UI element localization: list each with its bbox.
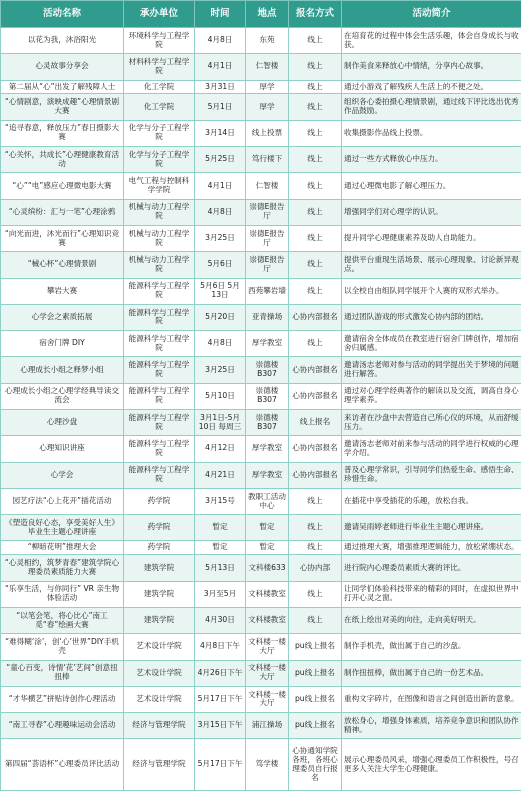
description-cell: 在纸上绘出对美的向往，走向美好明天。 [342,607,521,633]
table-row [1,660,521,686]
signup-method-cell: pu线上报名 [289,686,342,712]
activity-name-cell: “以笔会笔，将心比心”南工觅“春”绘画大赛 [1,607,124,633]
signup-method-cell: 线上 [289,488,342,514]
time-cell: 5月17日下午 [195,686,246,712]
location-cell: 笃行楼下 [246,147,289,173]
time-cell: 暂定 [195,541,246,555]
activity-name-cell: “心情剧意，演映成趣”心理情景剧大赛 [1,94,124,120]
time-cell: 5月20日 [195,304,246,330]
description-cell: 让同学们体验科技带来的精彩的同时，在虚拟世界中打开心灵之窗。 [342,581,521,607]
description-cell: 组织各心委拍摄心理情景剧，通过线下评比选出优秀作品鼓励。 [342,94,521,120]
time-cell: 5月17日下午 [195,739,246,791]
location-cell: 文科楼教室 [246,581,289,607]
activity-name-cell: 第二届从“心”出发了解残障人士 [1,80,124,94]
location-cell: 教职工活动中心 [246,488,289,514]
time-cell: 4月21日 [195,462,246,488]
activity-name-cell: “追寻春意，释放压力”春日摄影大赛 [1,120,124,146]
time-cell: 5月13日 [195,555,246,581]
activity-name-cell: 攀岩大赛 [1,278,124,304]
location-cell: 仁智楼 [246,173,289,199]
host-unit-cell: 能源科学与工程学院 [124,304,195,330]
host-unit-cell: 化工学院 [124,94,195,120]
location-cell: 崇德楼B307 [246,410,289,436]
signup-method-cell: 线上 [289,581,342,607]
signup-method-cell: pu线上报名 [289,713,342,739]
location-cell: 厚学教室 [246,436,289,462]
time-cell: 4月8日 [195,199,246,225]
description-cell: 在插花中享受插花的乐趣，放松自我。 [342,488,521,514]
host-unit-cell: 能源科学与工程学院 [124,436,195,462]
host-unit-cell: 材料科学与工程学院 [124,54,195,80]
time-cell: 5月25日 [195,147,246,173]
table-row [1,278,521,304]
table-row [1,607,521,633]
signup-method-cell: 线上 [289,541,342,555]
time-cell: 4月8日下午 [195,634,246,660]
table-row [1,581,521,607]
location-cell: 暂定 [246,541,289,555]
time-cell: 3月31日 [195,80,246,94]
signup-method-cell: 心协内部报名 [289,436,342,462]
description-cell: 通过一些方式释放心中压力。 [342,147,521,173]
time-cell: 3月25日 [195,225,246,251]
signup-method-cell: 线上 [289,515,342,541]
host-unit-cell: 机械与动力工程学院 [124,225,195,251]
host-unit-cell: 药学院 [124,488,195,514]
host-unit-cell: 能源科学与工程学院 [124,410,195,436]
activity-name-cell: “难得糊‘涂’，创‘心’世界”DIY手机壳 [1,634,124,660]
description-cell: 重构文字碎片，在图像和语言之间创造出新的意象。 [342,686,521,712]
description-cell: 邀请汤志老师对前来参与活动的同学进行权威的心理学介绍。 [342,436,521,462]
description-cell: 邀请汤志老师对参与活动的同学提出关于梦境的问题进行解答。 [342,357,521,383]
location-cell: 亚青操场 [246,304,289,330]
signup-method-cell: 线上 [289,80,342,94]
time-cell: 4月30日 [195,607,246,633]
host-unit-cell: 经济与管理学院 [124,739,195,791]
location-cell: 文科楼教室 [246,607,289,633]
description-cell: 展示心理委员风采，增强心理委员工作积极性，号召更多人关注大学生心理健康。 [342,739,521,791]
activity-name-cell: 园艺疗法“心上花开”插花活动 [1,488,124,514]
description-cell: 邀请吴雨婷老师进行毕业生主题心理讲座。 [342,515,521,541]
description-cell: 在培育花的过程中体会生活乐趣，体会自身成长与收获。 [342,28,521,54]
table-row [1,634,521,660]
host-unit-cell: 药学院 [124,515,195,541]
signup-method-cell: pu线上报名 [289,660,342,686]
host-unit-cell: 能源科学与工程学院 [124,331,195,357]
signup-method-cell: 心协内部报名 [289,304,342,330]
header-signup: 报名方式 [289,1,342,28]
header-row [1,1,521,28]
host-unit-cell: 经济与管理学院 [124,713,195,739]
activity-name-cell: 心理成长小组之心理学经典导读交流会 [1,383,124,409]
time-cell: 5月1日 [195,94,246,120]
activity-name-cell: “南工寻春”心理趣味运动会活动 [1,713,124,739]
signup-method-cell: 线上 [289,199,342,225]
time-cell: 4月1日 [195,54,246,80]
description-cell: 放松身心，增强身体素质，培养竞争意识和团队协作精神。 [342,713,521,739]
location-cell: 崇德楼B307 [246,383,289,409]
host-unit-cell: 机械与动力工程学院 [124,252,195,278]
signup-method-cell: 线上 [289,607,342,633]
host-unit-cell: 电气工程与控制科学学院 [124,173,195,199]
table-row [1,225,521,251]
host-unit-cell: 能源科学与工程学院 [124,383,195,409]
description-cell: 普及心理学常识，引导同学们热爱生命、感悟生命、珍惜生命。 [342,462,521,488]
location-cell: 文科楼一楼大厅 [246,686,289,712]
table-row [1,410,521,436]
time-cell: 4月12日 [195,436,246,462]
description-cell: 进行院内心理委员素质大赛的评比。 [342,555,521,581]
activity-name-cell: “心灵相约，筑梦青春”建筑学院心理委员素质能力大赛 [1,555,124,581]
location-cell: 厚学 [246,80,289,94]
header-name: 活动名称 [1,1,124,28]
activity-name-cell: 心灵故事分享会 [1,54,124,80]
activity-name-cell: 心学会 [1,462,124,488]
table-body [1,28,521,791]
location-cell: 崇德E报告厅 [246,225,289,251]
table-row [1,80,521,94]
description-cell: 增强同学们对心理学的认识。 [342,199,521,225]
activity-name-cell: “心”“电”感应心理微电影大赛 [1,173,124,199]
time-cell: 3月25日 [195,357,246,383]
description-cell: 以全校自由组队同学展开个人赛的双形式举办。 [342,278,521,304]
table-row [1,462,521,488]
location-cell: 暂定 [246,515,289,541]
time-cell: 5月6日 [195,252,246,278]
host-unit-cell: 能源科学与工程学院 [124,357,195,383]
table-row [1,357,521,383]
activity-name-cell: “心灵缤纷：汇与一笔”心理涂鸦 [1,199,124,225]
signup-method-cell: 线上 [289,120,342,146]
signup-method-cell: 线上 [289,173,342,199]
host-unit-cell: 建筑学院 [124,607,195,633]
table-row [1,252,521,278]
location-cell: 文科楼633 [246,555,289,581]
signup-method-cell: pu线上报名 [289,634,342,660]
location-cell: 文科楼一楼大厅 [246,634,289,660]
host-unit-cell: 机械与动力工程学院 [124,199,195,225]
activity-name-cell: 第四届“荟语杯”心理委员评比活动 [1,739,124,791]
description-cell: 制作扭扭棒，做出属于自己的一份艺术品。 [342,660,521,686]
description-cell: 通过对心理学经典著作的解读以及交流，调高自身心理学素养。 [342,383,521,409]
host-unit-cell: 建筑学院 [124,555,195,581]
time-cell: 暂定 [195,515,246,541]
signup-method-cell: 线上 [289,94,342,120]
table-row [1,28,521,54]
signup-method-cell: 线上报名 [289,410,342,436]
table-row [1,541,521,555]
activity-name-cell: 心理知识讲座 [1,436,124,462]
table-row [1,713,521,739]
description-cell: 通过小游戏了解残疾人生活上的不便之处。 [342,80,521,94]
activity-name-cell: 心学会之素质拓展 [1,304,124,330]
table-row [1,54,521,80]
table-row [1,739,521,791]
time-cell: 3月至5月 [195,581,246,607]
signup-method-cell: 线上 [289,54,342,80]
activity-name-cell: “心关怀，共成长”心理健康教育活动 [1,147,124,173]
signup-method-cell: 心协内部报名 [289,383,342,409]
signup-method-cell: 线上 [289,252,342,278]
location-cell: 文科楼一楼大厅 [246,660,289,686]
host-unit-cell: 环境科学与工程学院 [124,28,195,54]
host-unit-cell: 化学与分子工程学院 [124,147,195,173]
host-unit-cell: 化学与分子工程学院 [124,120,195,146]
table-row [1,686,521,712]
table-row [1,173,521,199]
signup-method-cell: 线上 [289,225,342,251]
table-row [1,555,521,581]
table-row [1,488,521,514]
signup-method-cell: 心协通知学院各班，各班心理委员自行报名 [289,739,342,791]
description-cell: 制作手机壳，做出属于自己的沙盘。 [342,634,521,660]
activity-name-cell: “才华横艺”拼贴诗创作心理活动 [1,686,124,712]
time-cell: 4月8日 [195,28,246,54]
description-cell: 制作美食来释放心中情绪，分享内心故事。 [342,54,521,80]
header-time: 时间 [195,1,246,28]
time-cell: 3月15日下午 [195,713,246,739]
location-cell: 笃学楼 [246,739,289,791]
location-cell: 线上投票 [246,120,289,146]
activity-name-cell: “乐享生活，与你同行” VR 亲生物体验活动 [1,581,124,607]
host-unit-cell: 化工学院 [124,80,195,94]
table-row [1,199,521,225]
activity-name-cell: 宿舍门牌 DIY [1,331,124,357]
activity-name-cell: 以花为我，沐浴阳光 [1,28,124,54]
time-cell: 3月14日 [195,120,246,146]
description-cell: 来访者在沙盘中去营造自己所心仪的环境，从而舒缓压力。 [342,410,521,436]
table-row [1,94,521,120]
location-cell: 厚学教室 [246,331,289,357]
activity-name-cell: “械心杯”心理情景剧 [1,252,124,278]
activity-name-cell: 心理成长小组之释梦小组 [1,357,124,383]
host-unit-cell: 艺术设计学院 [124,660,195,686]
description-cell: 收集摄影作品线上投票。 [342,120,521,146]
location-cell: 崇德E报告厅 [246,252,289,278]
signup-method-cell: 心协内部报名 [289,462,342,488]
table-row [1,515,521,541]
host-unit-cell: 药学院 [124,541,195,555]
table-row [1,304,521,330]
signup-method-cell: 线上 [289,278,342,304]
header-place: 地点 [246,1,289,28]
description-cell: 通过心理微电影了解心理压力。 [342,173,521,199]
location-cell: 仁智楼 [246,54,289,80]
signup-method-cell: 线上 [289,331,342,357]
description-cell: 提供平台重现生活场景、展示心理现象、讨论新异观点。 [342,252,521,278]
table-row [1,383,521,409]
activity-name-cell: “柳暗花明”推理大会 [1,541,124,555]
signup-method-cell: 线上 [289,147,342,173]
signup-method-cell: 心协内部报名 [289,357,342,383]
table-header [1,1,521,28]
time-cell: 4月1日 [195,173,246,199]
host-unit-cell: 能源科学与工程学院 [124,278,195,304]
time-cell: 4月26日下午 [195,660,246,686]
table-row [1,147,521,173]
location-cell: 浦江操场 [246,713,289,739]
time-cell: 5月6日 5月13日 [195,278,246,304]
time-cell: 4月8日 [195,331,246,357]
time-cell: 3月1日-5月10日 每周三 [195,410,246,436]
description-cell: 邀请宿舍全体成员在教室进行宿舍门牌创作，增加宿舍归属感。 [342,331,521,357]
signup-method-cell: 线上 [289,28,342,54]
header-desc: 活动简介 [342,1,521,28]
host-unit-cell: 艺术设计学院 [124,686,195,712]
table-row [1,436,521,462]
activity-name-cell: 《塑造良好心态，享受美好人生》毕业生主题心理讲座 [1,515,124,541]
description-cell: 通过推理大赛，增强推理逻辑能力，放松紧绷状态。 [342,541,521,555]
activity-name-cell: “向光而进，沐光而行”心理知识竞赛 [1,225,124,251]
time-cell: 5月10日 [195,383,246,409]
table-row [1,120,521,146]
activity-name-cell: 心理沙盘 [1,410,124,436]
activity-name-cell: “童心百变，诗情‘花’艺间”创意扭扭棒 [1,660,124,686]
description-cell: 提升同学心理健康素养及助人自助能力。 [342,225,521,251]
time-cell: 3月15号 [195,488,246,514]
location-cell: 厚学 [246,94,289,120]
table-row [1,331,521,357]
location-cell: 崇德E报告厅 [246,199,289,225]
location-cell: 西苑攀岩墙 [246,278,289,304]
location-cell: 厚学教室 [246,462,289,488]
description-cell: 通过团队游戏的形式激发心协内部的团结。 [342,304,521,330]
host-unit-cell: 建筑学院 [124,581,195,607]
location-cell: 崇德楼B307 [246,357,289,383]
signup-method-cell: 心协内部 [289,555,342,581]
location-cell: 东苑 [246,28,289,54]
header-host: 承办单位 [124,1,195,28]
host-unit-cell: 艺术设计学院 [124,634,195,660]
host-unit-cell: 能源科学与工程学院 [124,462,195,488]
